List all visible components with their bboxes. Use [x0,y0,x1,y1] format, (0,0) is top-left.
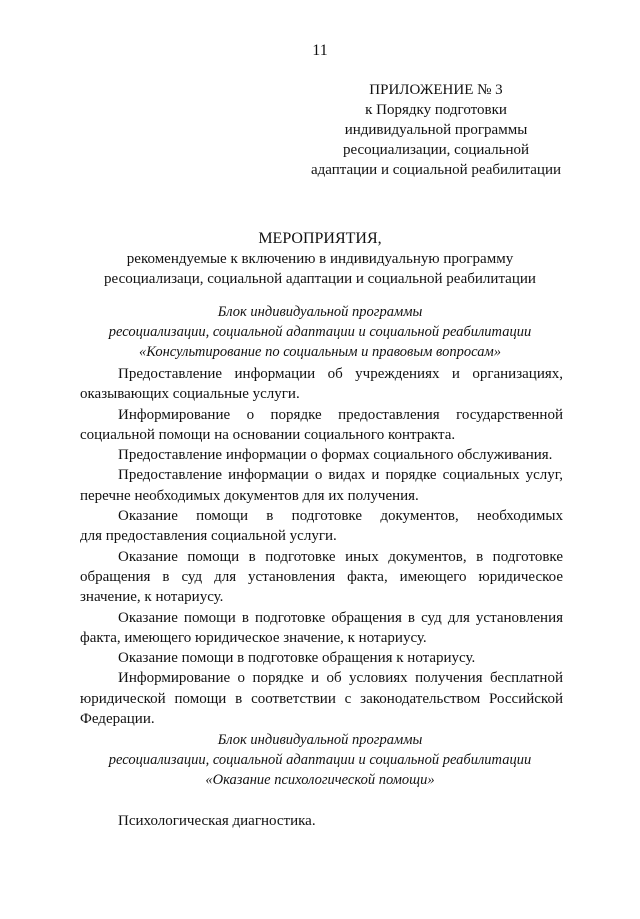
block-heading-consulting [60,302,580,362]
document-title-block [60,229,580,289]
measure-line: для предоставления социальной услуги. [80,528,337,545]
measure-line: оказывающих социальные услуги. [80,386,300,403]
measure-line: Оказание помощи в подготовке обращения к нотариусу. [118,650,476,667]
appendix-line: к Порядку подготовки [365,102,507,118]
measure-item [80,405,563,446]
measure-line: Оказание помощи в подготовке документов, необходимых [118,508,563,525]
document-subtitle-line: ресоциализаци, социальной адаптации и социальной реабилитации [104,271,536,287]
measure-line: социальной помощи на основании социального контракта. [80,426,456,443]
measure-item [80,648,563,668]
document-title: МЕРОПРИЯТИЯ, [258,230,382,247]
measure-item [80,547,563,608]
measure-line: обращения в суд для установления факта, имеющего юридическое [80,568,563,585]
document-subtitle-line: рекомендуемые к включению в индивидуальную программу [126,251,514,267]
block-heading-line: «Консультирование по социальным и правовым вопросам» [139,344,501,360]
measure-line: Предоставление информации об учреждениях и организациях, [118,366,563,382]
measure-line: перечне необходимых документов для их получения. [80,487,419,504]
measure-item [80,608,563,649]
measure-item [80,506,563,547]
measure-line: юридической помощи в соответствии с законодательством Российской [80,690,563,707]
measure-line: Информирование о порядке и об условиях получения бесплатной [118,670,563,687]
measure-line: Оказание помощи в подготовке иных документов, в подготовке [118,548,563,565]
measure-line: факта, имеющего юридическое значение, к нотариусу. [80,629,427,646]
measure-line: Оказание помощи в подготовке обращения в суд для установления [118,609,563,626]
appendix-line: адаптации и социальной реабилитации [310,162,562,178]
measure-item [80,465,563,506]
block-heading-line: Блок индивидуальной программы [217,732,423,748]
measure-item [80,811,563,831]
block-heading-line: Блок индивидуальной программы [217,304,423,320]
measure-line: Психологическая диагностика. [118,813,316,829]
measure-line: значение, к нотариусу. [80,589,224,606]
appendix-title: ПРИЛОЖЕНИЕ № 3 [369,82,503,98]
measures-list-psychological [80,811,563,831]
measure-line: Предоставление информации о видах и порядке социальных услуг, [118,467,563,484]
appendix-header [300,80,572,180]
appendix-line: индивидуальной программы [344,122,528,138]
block-heading-psychological [60,730,580,790]
measure-item [80,364,563,405]
measure-line: Предоставление информации о формах социального обслуживания. [118,447,553,464]
block-heading-line: ресоциализации, социальной адаптации и социальной реабилитации [108,752,532,768]
measure-item [80,668,563,729]
page-number: 11 [312,42,328,59]
block-heading-line: «Оказание психологической помощи» [205,772,435,788]
appendix-line: ресоциализации, социальной [342,142,530,158]
measure-line: Информирование о порядке предоставления государственной [118,406,563,423]
measure-line: Федерации. [80,711,155,728]
measures-list-consulting [80,364,563,729]
measure-item [80,445,563,465]
block-heading-line: ресоциализации, социальной адаптации и социальной реабилитации [108,324,532,340]
